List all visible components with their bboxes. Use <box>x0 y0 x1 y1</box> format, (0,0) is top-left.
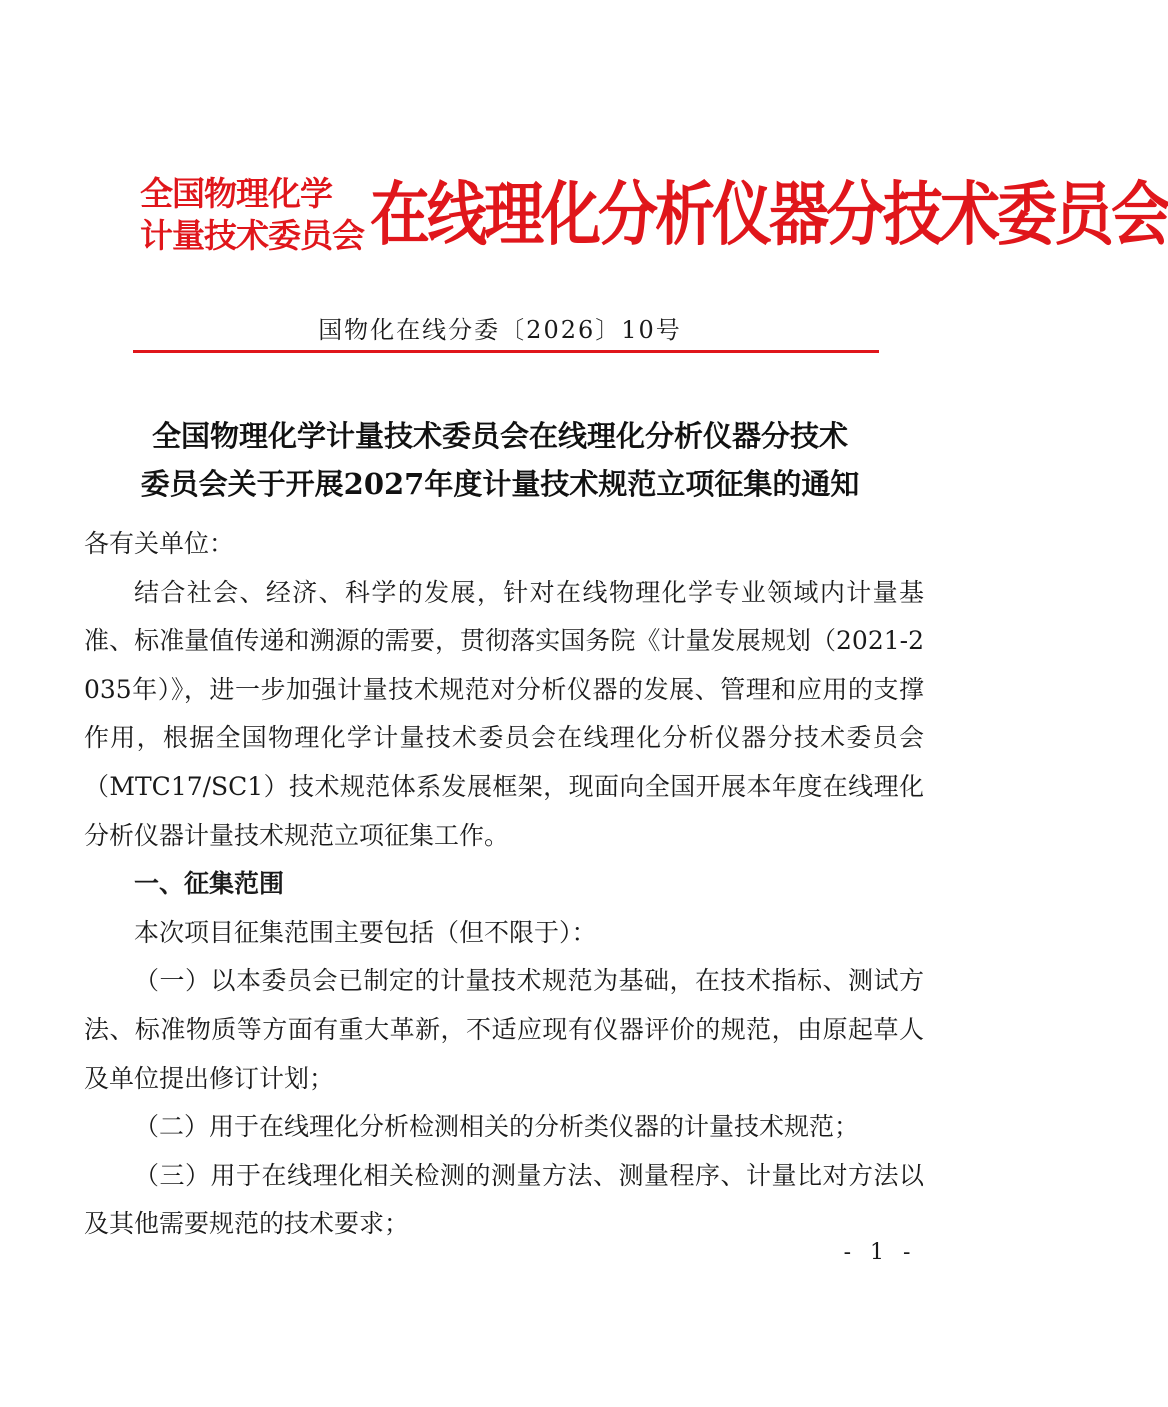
scope-item-3: （三）用于在线理化相关检测的测量方法、测量程序、计量比对方法以及其他需要规范的技术要求； <box>84 1160 924 1239</box>
document-title <box>100 412 900 508</box>
document-number: 国物化在线分委〔2026〕10号 <box>318 316 682 344</box>
red-divider-line <box>133 350 879 353</box>
section-heading-scope: 一、征集范围 <box>134 869 285 899</box>
letterhead-parent-org-line2: 计量技术委员会 <box>140 216 364 255</box>
document-title-line1: 全国物理化学计量技术委员会在线理化分析仪器分技术 <box>151 419 848 453</box>
page-number: - 1 - <box>843 1240 917 1265</box>
letterhead-parent-org <box>140 173 364 257</box>
document-title-line2: 委员会关于开展2027年度计量技术规范立项征集的通知 <box>140 467 860 501</box>
intro-paragraph: 结合社会、经济、科学的发展，针对在线物理化学专业领域内计量基准、标准量值传递和溯源的需要，贯彻落实国务院《计量发展规划（2021-2035年）》，进一步加强计量技术规范对分析仪器的发展、管理和应用的支撑作用，根据全国物理化学计量技术委员会在线理化分析仪器分技术委员会（MTC17/SC1）技术规范体系发展框架，现面向全国开展本年度在线理化分析仪器计量技术规范立项征集工作。 <box>84 577 924 850</box>
letterhead-parent-org-line1: 全国物理化学 <box>140 174 332 213</box>
scope-item-1: （一）以本委员会已制定的计量技术规范为基础，在技术指标、测试方法、标准物质等方面有重大革新，不适应现有仪器评价的规范，由原起草人及单位提出修订计划； <box>84 966 924 1093</box>
scope-item-2: （二）用于在线理化分析检测相关的分析类仪器的计量技术规范； <box>134 1112 860 1142</box>
document-body <box>84 520 924 1249</box>
letterhead <box>140 160 1168 270</box>
scope-lead-paragraph: 本次项目征集范围主要包括（但不限于）： <box>134 917 597 947</box>
salutation: 各有关单位： <box>84 529 235 558</box>
letterhead-committee-name: 在线理化分析仪器分技术委员会 <box>370 174 1168 256</box>
